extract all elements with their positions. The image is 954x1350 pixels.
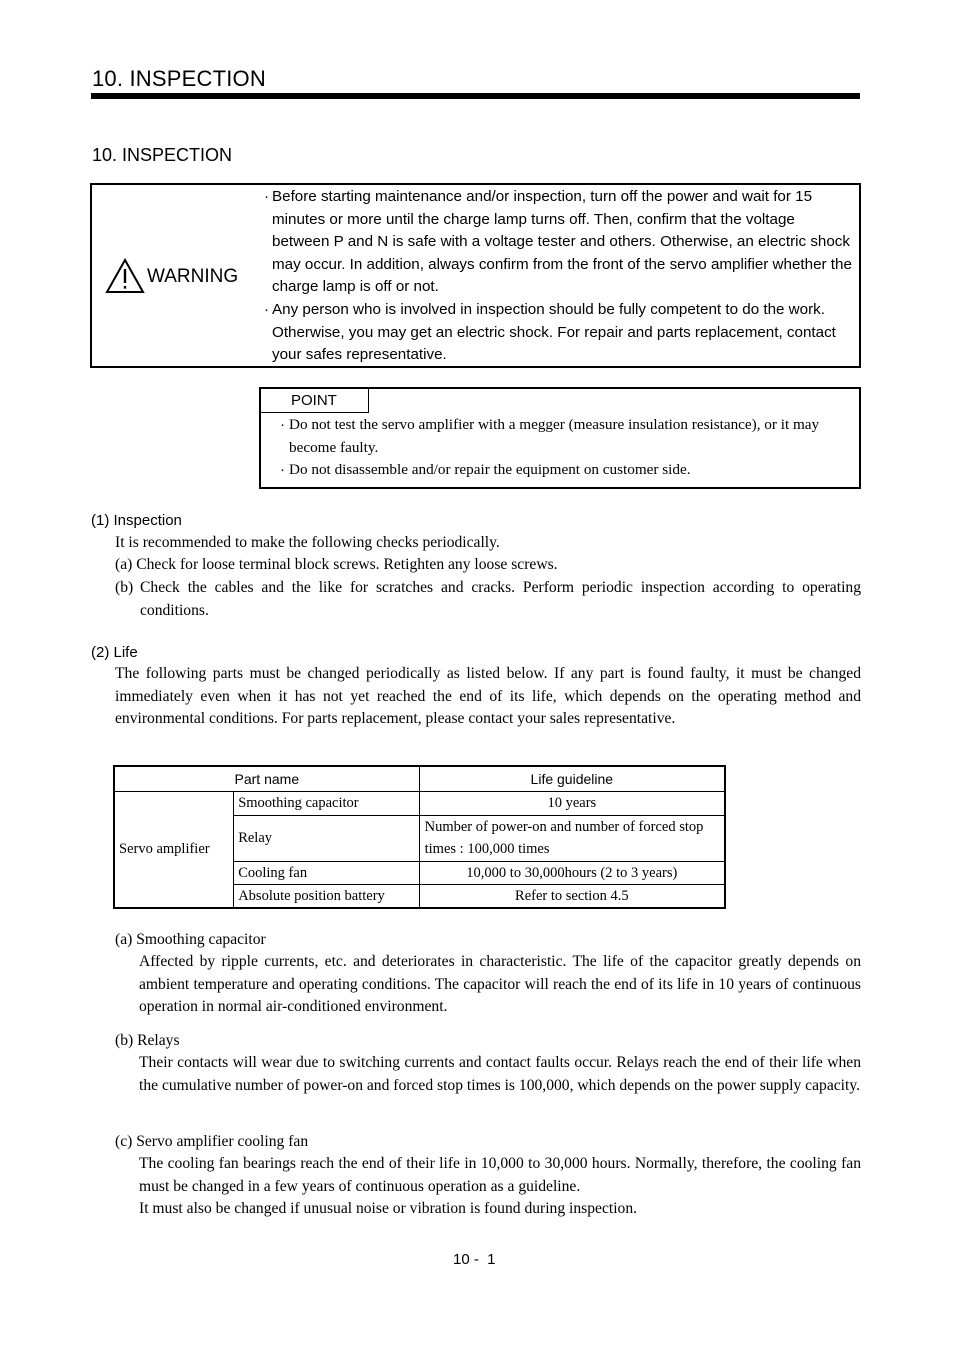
warning-label: WARNING: [147, 266, 239, 287]
table-cell-part: Absolute position battery: [234, 884, 419, 908]
point-item: [280, 459, 850, 482]
table-cell-life: Refer to section 4.5: [419, 884, 725, 908]
life-intro: The following parts must be changed periodically as listed below. If any part is found faulty, it must be changed immediately even when it has not yet reached the end of its life, which depends on the operating method and environmental conditions. For parts replacement, please contact your sales representative.: [115, 665, 861, 727]
warning-label-area: [105, 258, 255, 298]
table-row: [114, 791, 725, 815]
table-cell-life: Number of power-on and number of forced stop times : 100,000 times: [419, 815, 725, 861]
point-item-text: Do not test the servo amplifier with a megger (measure insulation resistance), or it may become faulty.: [289, 416, 820, 456]
item-text: Check the cables and the like for scratches and cracks. Perform periodic inspection according to operating conditions.: [140, 579, 861, 619]
table-header-row: [114, 766, 725, 791]
bullet: ·: [264, 301, 270, 318]
warning-item: [264, 186, 854, 299]
table-group-cell: Servo amplifier: [114, 791, 234, 908]
subsection-heading: (c) Servo amplifier cooling fan: [115, 1133, 309, 1150]
point-item: [280, 414, 850, 459]
subsection-heading: (b) Relays: [115, 1032, 180, 1049]
item-text: Check for loose terminal block screws. Retighten any loose screws.: [136, 556, 558, 573]
inspection-item: [115, 554, 861, 577]
inspection-heading: (1) Inspection: [91, 512, 182, 529]
table-cell-part: Cooling fan: [234, 861, 419, 884]
bullet: ·: [280, 461, 286, 478]
warning-triangle-icon: [105, 258, 145, 294]
inspection-intro: It is recommended to make the following checks periodically.: [115, 534, 500, 551]
running-header-title: 10. INSPECTION: [92, 66, 266, 91]
warning-item-text: Before starting maintenance and/or inspection, turn off the power and wait for 15 minutes or more until the charge lamp turns off. Then, confirm that the voltage between P and N is safe with a voltage tester and others. Otherwise, an electric shock may occur. In addition, always confirm from the front of the servo amplifier whether the charge lamp is off or not.: [272, 188, 852, 296]
table-cell-part: Relay: [234, 815, 419, 861]
table-cell-part: Smoothing capacitor: [234, 791, 419, 815]
table-header-part-name: Part name: [114, 766, 419, 791]
section-title: 10. INSPECTION: [92, 145, 233, 165]
warning-item-text: Any person who is involved in inspection should be fully competent to do the work. Otherwise, you may get an electric shock. For repair and parts replacement, contact your safes representative.: [272, 301, 836, 364]
header-rule: [91, 93, 860, 99]
item-marker: (b): [115, 579, 134, 596]
table-header-life-guideline: Life guideline: [419, 766, 725, 791]
point-label: POINT: [291, 392, 337, 409]
subsection-heading: (a) Smoothing capacitor: [115, 931, 266, 948]
subsection-paragraph: The cooling fan bearings reach the end of their life in 10,000 to 30,000 hours. Normally, therefore, the cooling fan must be changed in a few years of continuous operation as a guideline.: [139, 1155, 861, 1195]
inspection-item: [115, 577, 861, 622]
table-cell-life: 10,000 to 30,000hours (2 to 3 years): [419, 861, 725, 884]
life-table: [113, 765, 726, 909]
life-heading: (2) Life: [91, 644, 138, 661]
subsection-paragraph: It must also be changed if unusual noise or vibration is found during inspection.: [139, 1200, 638, 1217]
bullet: ·: [280, 416, 286, 433]
warning-item: [264, 299, 854, 367]
bullet: ·: [264, 188, 270, 205]
table-cell-life: 10 years: [419, 791, 725, 815]
subsection-paragraph: Affected by ripple currents, etc. and deteriorates in characteristic. The life of the capacitor greatly depends on ambient temperature and operating conditions. The capacitor will reach the end of its life in 10 years of continuous operation in normal air-conditioned environment.: [139, 953, 861, 1015]
subsection-paragraph: Their contacts will wear due to switching currents and contact faults occur. Relays reach the end of their life when the cumulative number of power-on and forced stop times is 100,000, which depends on the power supply capacity.: [139, 1054, 861, 1094]
point-item-text: Do not disassemble and/or repair the equipment on customer side.: [289, 461, 691, 478]
item-marker: (a): [115, 556, 133, 573]
page-number: 10 - 1: [453, 1251, 496, 1268]
